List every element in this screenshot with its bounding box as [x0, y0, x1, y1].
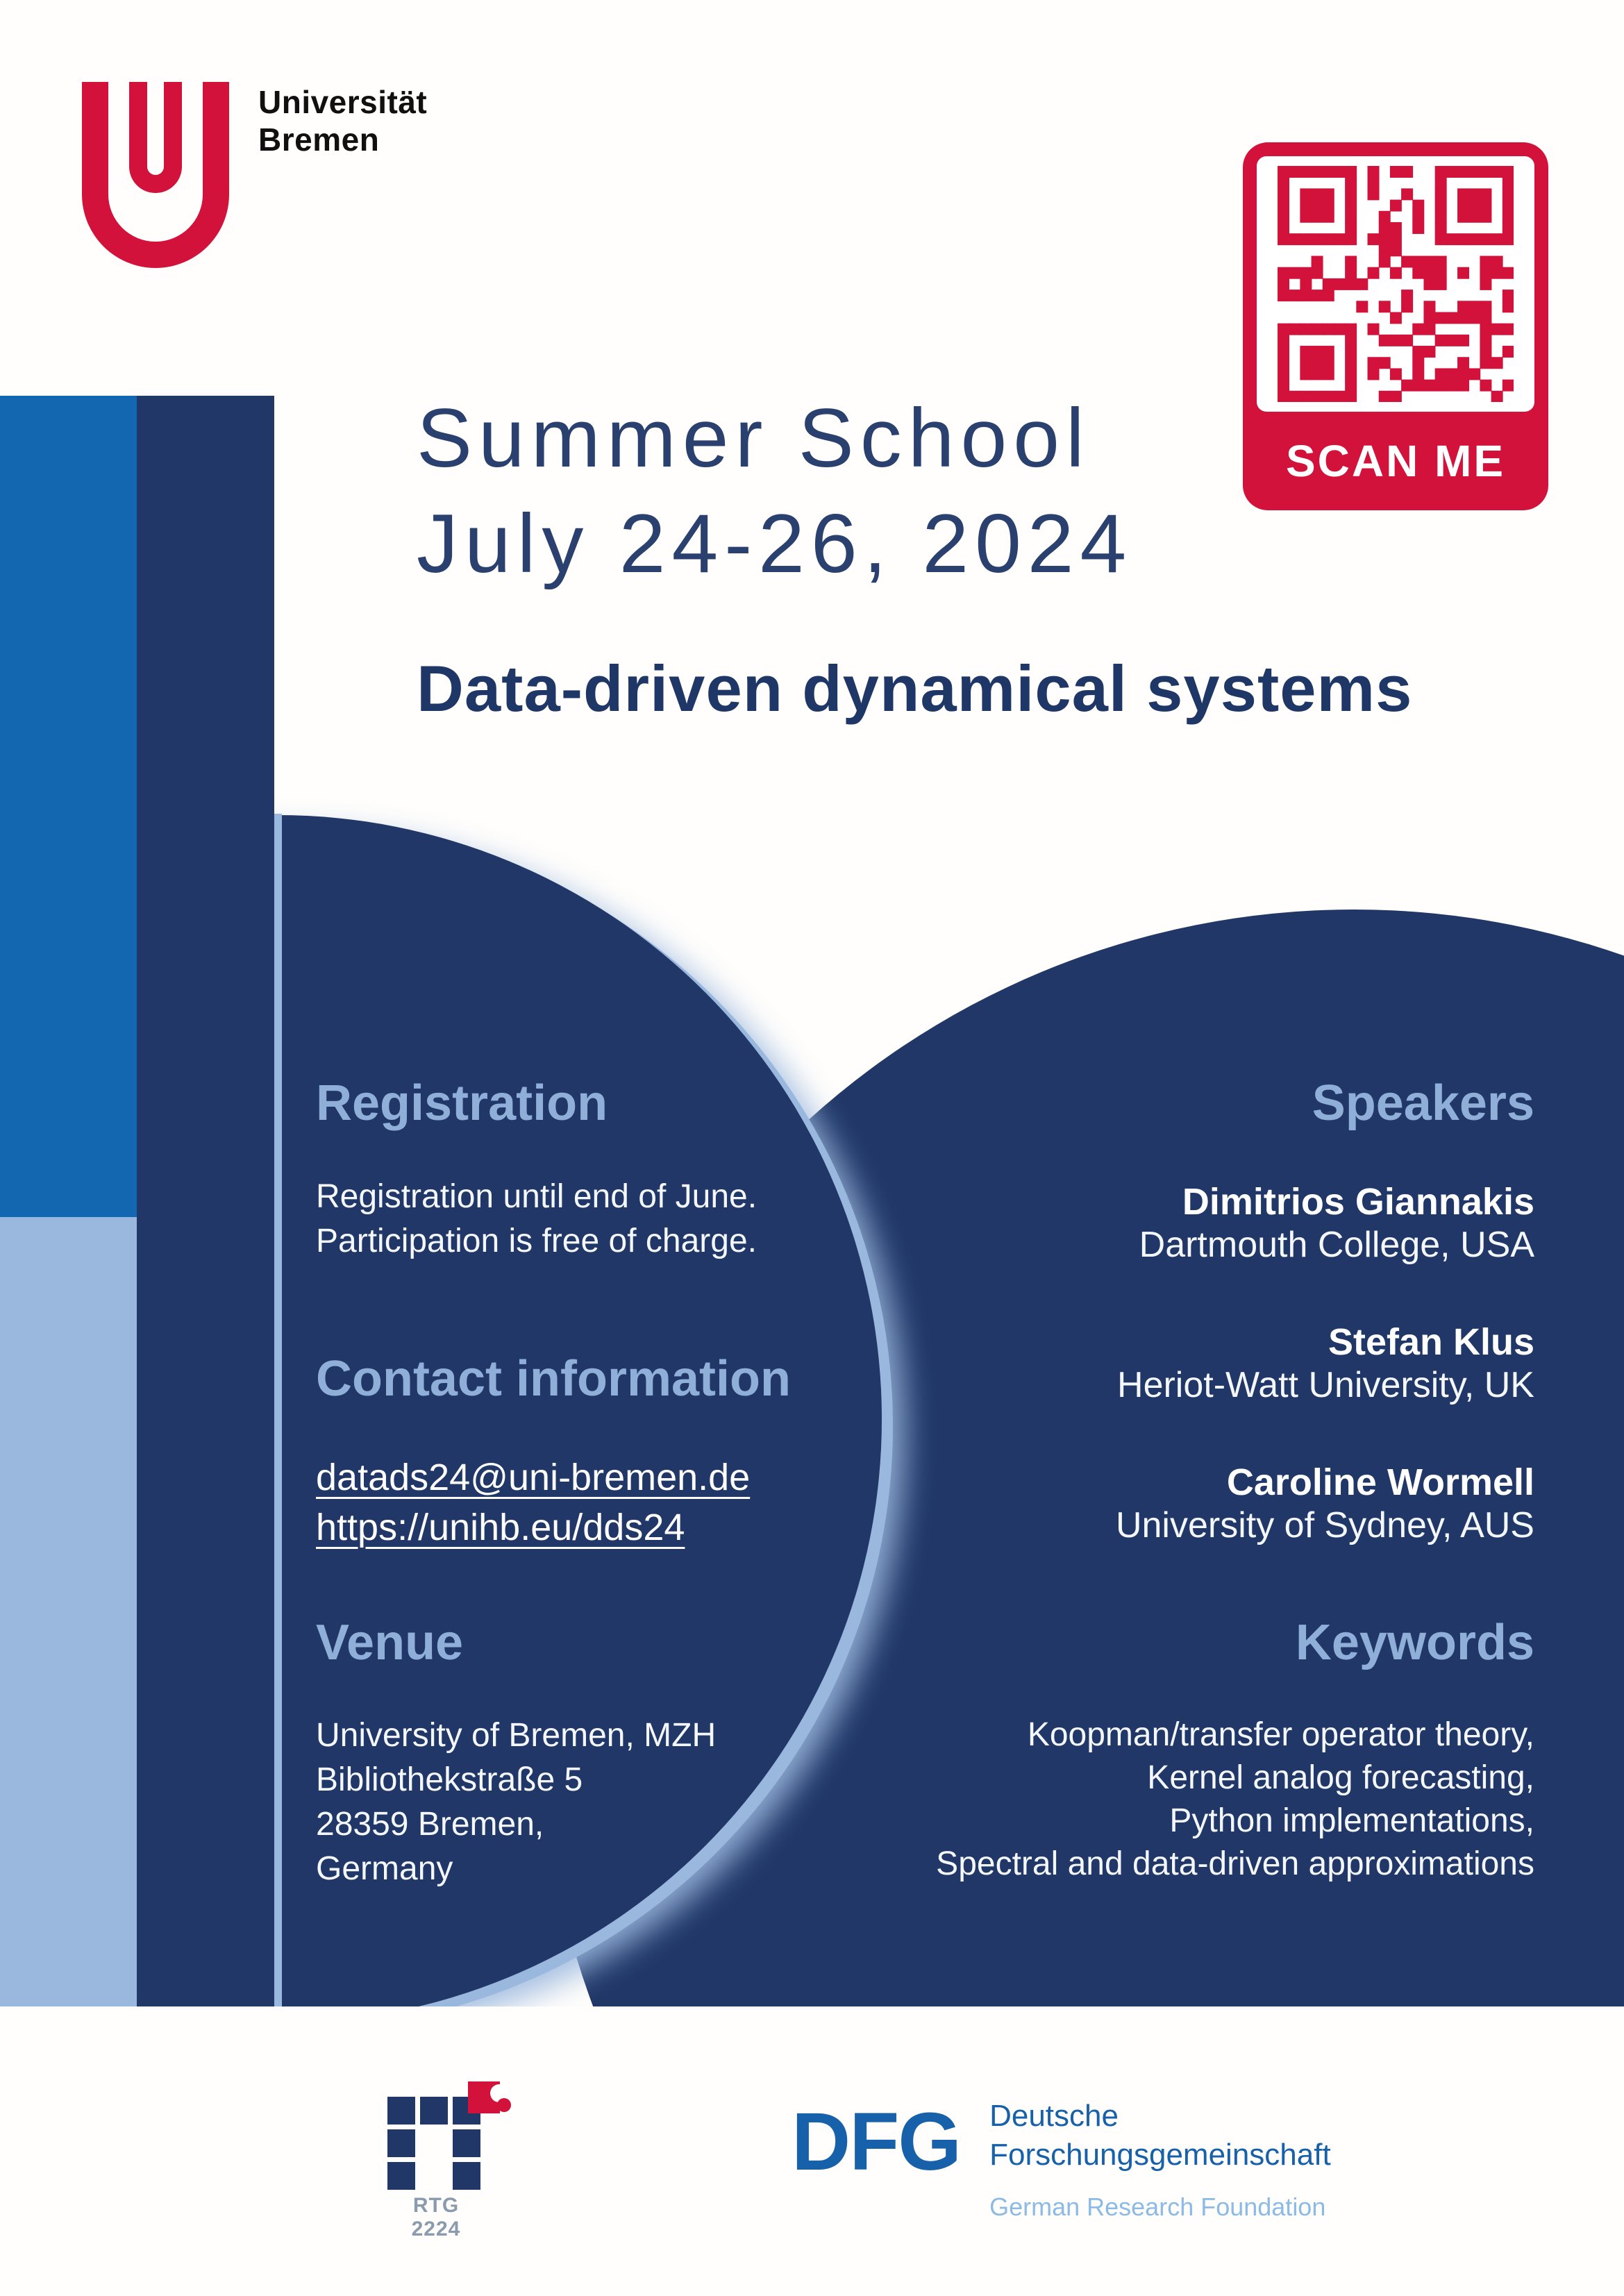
left-bar-medium-blue — [0, 396, 137, 1217]
left-bar-navy — [137, 396, 274, 2006]
rtg-2224-logo — [387, 2081, 485, 2240]
keyword-line: Kernel analog forecasting, — [1147, 1759, 1534, 1796]
contact-links — [316, 1452, 750, 1552]
uni-wordmark-line1: Universität — [258, 84, 428, 120]
speaker-name: Dimitrios Giannakis — [1182, 1181, 1534, 1223]
venue-address-line: 28359 Bremen, — [316, 1806, 544, 1843]
contact-email-link[interactable]: datads24@uni-bremen.de — [316, 1457, 751, 1498]
registration-line2: Participation is free of charge. — [316, 1223, 757, 1259]
venue-section-heading: Venue — [316, 1615, 464, 1670]
keyword-line: Spectral and data-driven approximations — [936, 1845, 1534, 1882]
speaker-name: Caroline Wormell — [1226, 1461, 1534, 1503]
light-blue-strip — [274, 814, 282, 2006]
contact-url-link[interactable]: https://unihb.eu/dds24 — [316, 1507, 685, 1548]
registration-line1: Registration until end of June. — [316, 1178, 757, 1215]
left-bar-light-blue — [0, 1217, 137, 2006]
speaker-affiliation: Dartmouth College, USA — [1139, 1225, 1534, 1265]
keywords-section-heading: Keywords — [1295, 1615, 1534, 1670]
keyword-list — [936, 1713, 1534, 1886]
speaker-name: Stefan Klus — [1328, 1321, 1534, 1363]
contact-section-heading: Contact information — [316, 1351, 791, 1407]
dfg-name-english: German Research Foundation — [989, 2193, 1326, 2221]
rtg-label: RTG 2224 — [411, 2194, 461, 2240]
registration-section-heading: Registration — [316, 1075, 608, 1131]
venue-address-line: Bibliothekstraße 5 — [316, 1761, 583, 1798]
qr-scan-me-label: SCAN ME — [1285, 436, 1506, 486]
speaker-list — [1116, 1180, 1534, 1601]
uni-wordmark-line2: Bremen — [258, 121, 380, 158]
venue-address-line: University of Bremen, MZH — [316, 1717, 717, 1754]
title-line1: Summer School — [417, 392, 1091, 485]
page-subtitle: Data-driven dynamical systems — [417, 652, 1413, 725]
dfg-logo — [792, 2090, 1331, 2222]
keyword-line: Python implementations, — [1169, 1802, 1534, 1839]
rtg-red-puzzle-icon — [468, 2081, 500, 2113]
dfg-letters: DFG — [792, 2096, 961, 2188]
speakers-section-heading: Speakers — [1312, 1075, 1534, 1131]
registration-text — [316, 1175, 757, 1264]
speaker-affiliation: University of Sydney, AUS — [1115, 1505, 1534, 1545]
dfg-name-de-line1: Deutsche — [989, 2099, 1119, 2133]
venue-address — [316, 1713, 716, 1891]
venue-address-line: Germany — [316, 1850, 453, 1887]
rtg-pi-squares-icon — [387, 2097, 480, 2190]
dfg-name-de-line2: Forschungsgemeinschaft — [989, 2138, 1331, 2172]
dfg-name-german — [989, 2097, 1331, 2175]
title-line2: July 24-26, 2024 — [417, 497, 1133, 590]
keyword-line: Koopman/transfer operator theory, — [1027, 1716, 1534, 1753]
speaker-affiliation: Heriot-Watt University, UK — [1117, 1365, 1534, 1405]
